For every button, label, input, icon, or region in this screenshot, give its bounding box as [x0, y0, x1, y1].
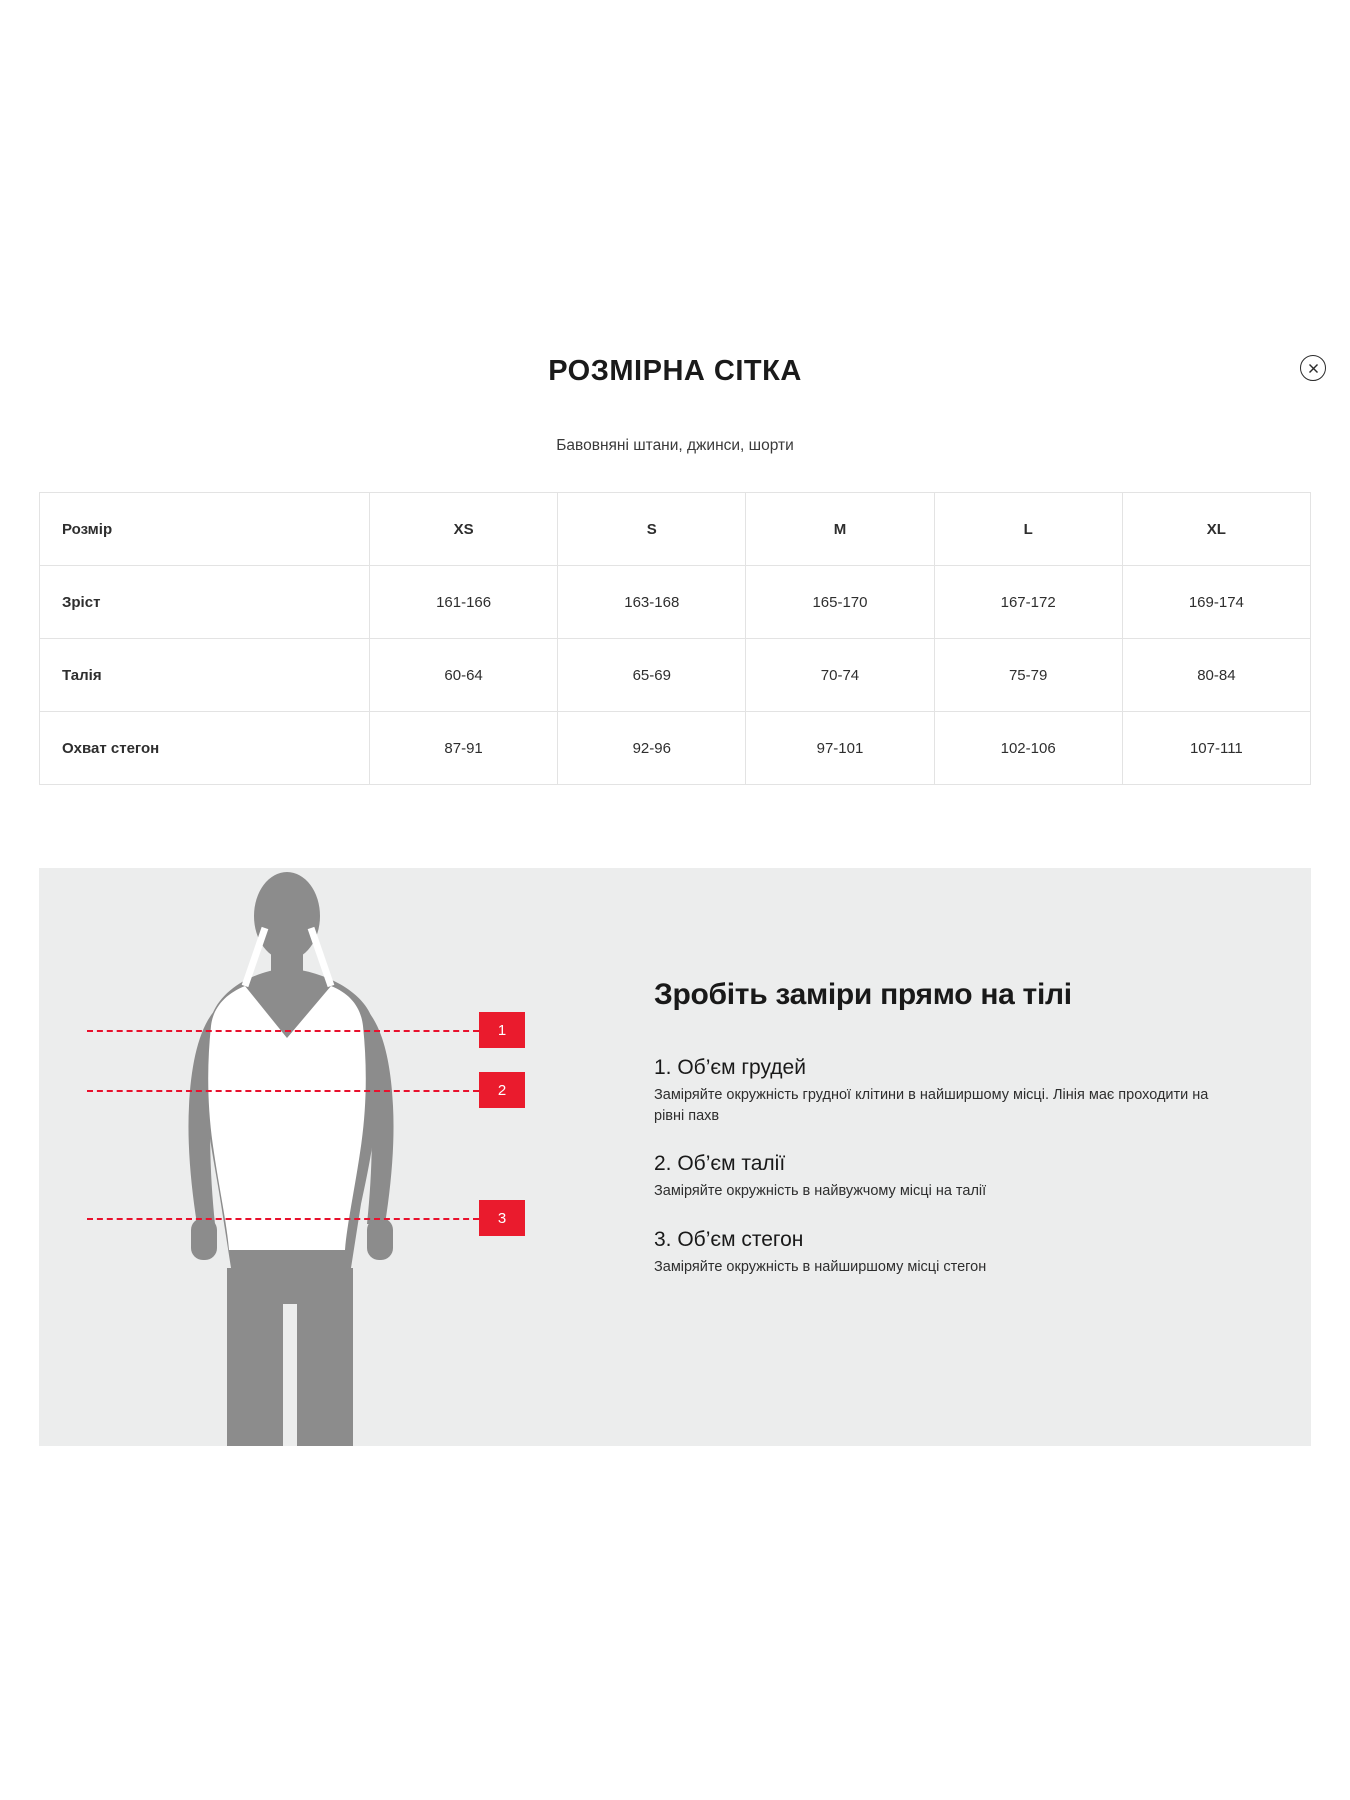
table-row [40, 639, 1311, 712]
table-cell: 102-106 [934, 712, 1122, 785]
instructions-heading: Зробіть заміри прямо на тілі [654, 978, 1072, 1011]
table-cell: 60-64 [370, 639, 558, 712]
table-cell: 163-168 [558, 566, 746, 639]
instruction-desc: Заміряйте окружність в найширшому місці стегон [654, 1258, 987, 1275]
measurement-diagram [39, 868, 1311, 1446]
instruction-desc: Заміряйте окружність в найвужчому місці на талії [654, 1183, 987, 1200]
body-figure [99, 868, 599, 1446]
measure-line-1 [87, 1030, 479, 1032]
table-cell: 65-69 [558, 639, 746, 712]
table-header-cell: XS [370, 493, 558, 566]
table-cell: 70-74 [746, 639, 934, 712]
instruction-title: 3. Об’єм стегон [654, 1227, 804, 1251]
instruction-title: 2. Об’єм талії [654, 1152, 786, 1176]
instruction-item-1 [654, 1056, 1274, 1126]
table-row-label: Талія [40, 639, 370, 712]
measure-line-2 [87, 1090, 479, 1092]
table-cell: 87-91 [370, 712, 558, 785]
measure-badge-3: 3 [479, 1200, 525, 1236]
table-cell: 107-111 [1122, 712, 1310, 785]
table-cell: 167-172 [934, 566, 1122, 639]
measure-badge-1: 1 [479, 1012, 525, 1048]
page-subtitle: Бавовняні штани, джинси, шорти [556, 437, 794, 454]
table-header-cell: S [558, 493, 746, 566]
table-cell: 97-101 [746, 712, 934, 785]
measure-line-3 [87, 1218, 479, 1220]
instruction-item-3 [654, 1228, 1274, 1278]
size-table [39, 492, 1311, 785]
table-cell: 92-96 [558, 712, 746, 785]
table-cell: 80-84 [1122, 639, 1310, 712]
table-header-cell: L [934, 493, 1122, 566]
table-row [40, 712, 1311, 785]
table-header-row [40, 493, 1311, 566]
table-row-label: Охват стегон [40, 712, 370, 785]
table-header-cell: XL [1122, 493, 1310, 566]
mannequin-illustration [99, 868, 599, 1446]
instruction-item-2 [654, 1152, 1274, 1202]
table-row-label: Зріст [40, 566, 370, 639]
instruction-title: 1. Об’єм грудей [654, 1056, 806, 1079]
table-header-cell: M [746, 493, 934, 566]
page-title: РОЗМІРНА СІТКА [548, 355, 802, 387]
measure-badge-2: 2 [479, 1072, 525, 1108]
table-row [40, 566, 1311, 639]
measurement-instructions [654, 978, 1274, 1303]
table-cell: 169-174 [1122, 566, 1310, 639]
instruction-desc: Заміряйте окружність грудної клітини в найширшому місці. Лінія має проходити на рівні пахв [654, 1087, 1209, 1124]
table-cell: 75-79 [934, 639, 1122, 712]
table-cell: 161-166 [370, 566, 558, 639]
table-header-cell: Розмір [40, 493, 370, 566]
table-cell: 165-170 [746, 566, 934, 639]
